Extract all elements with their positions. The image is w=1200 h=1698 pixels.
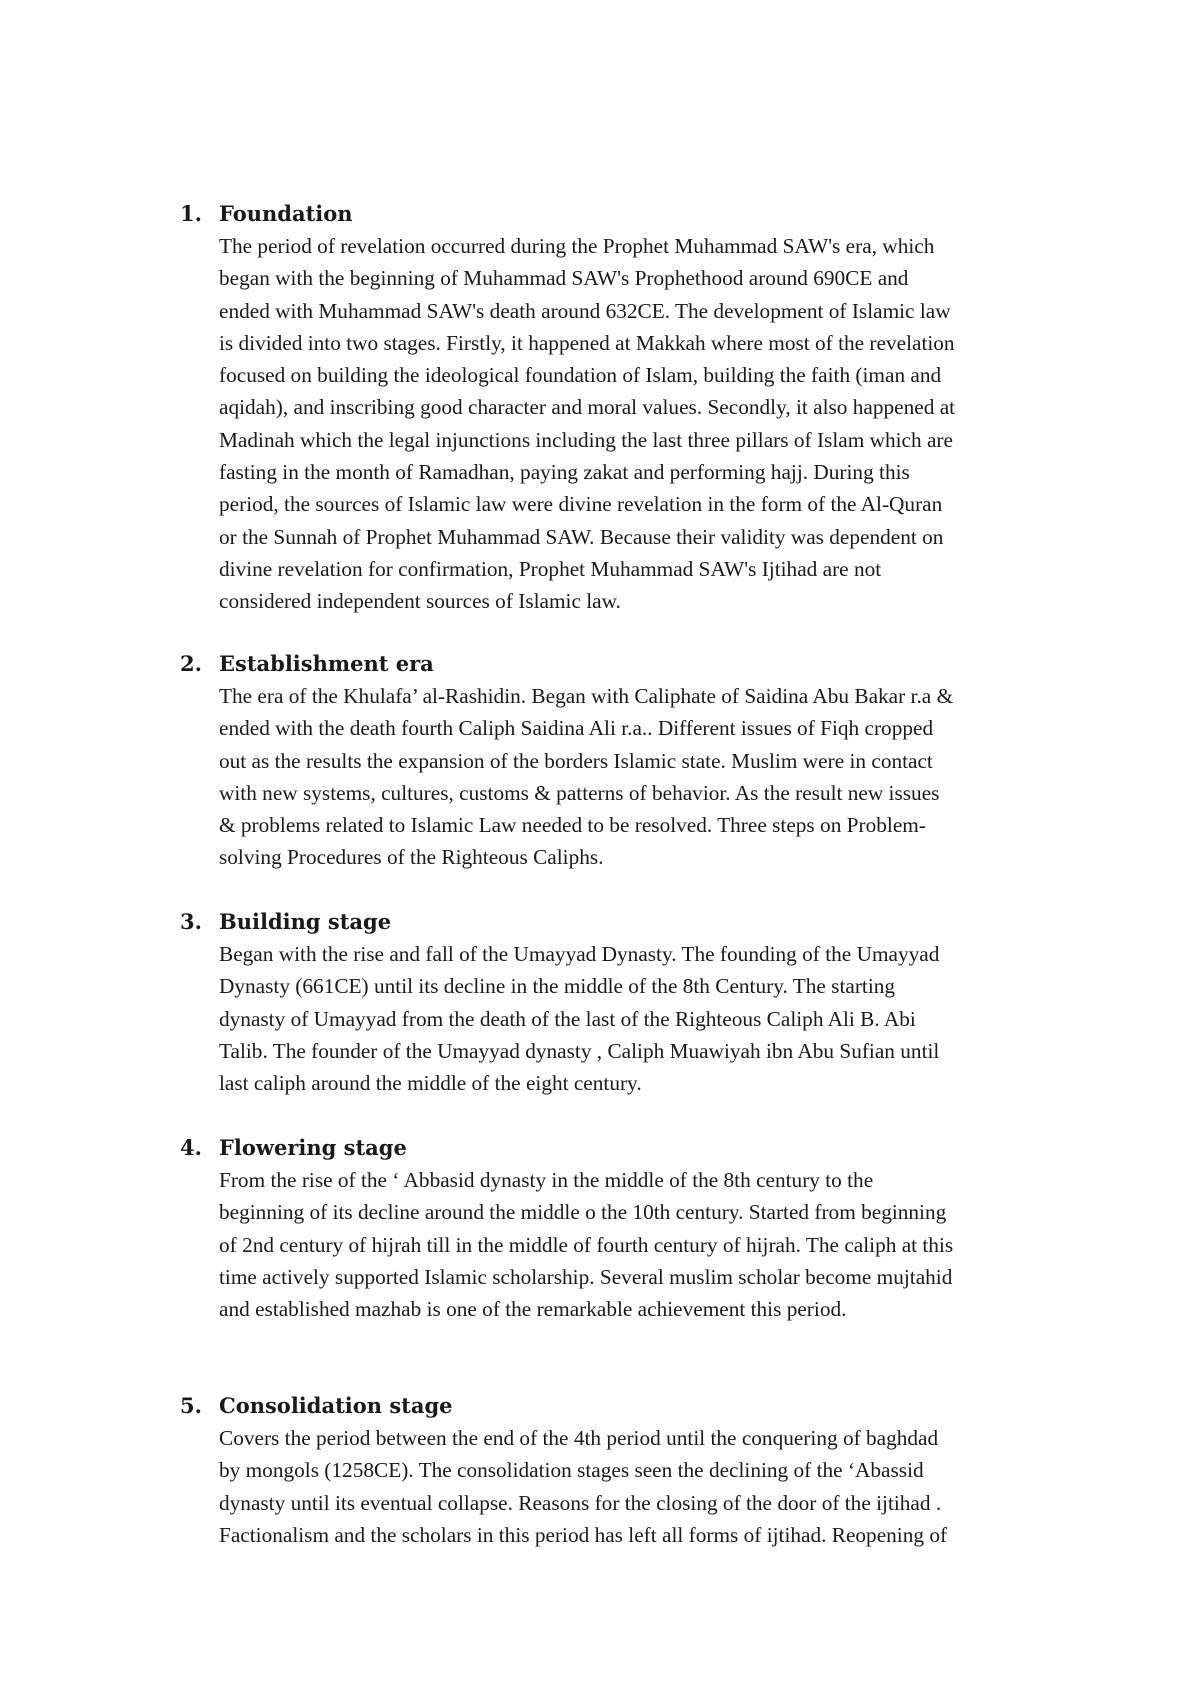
section-title: Consolidation stage xyxy=(219,1393,453,1418)
body-line: by mongols (1258CE). The consolidation stages seen the declining of the ‘Abassid xyxy=(219,1458,924,1483)
body-line: and established mazhab is one of the remarkable achievement this period. xyxy=(219,1297,847,1322)
body-line: fasting in the month of Ramadhan, paying zakat and performing hajj. During this xyxy=(219,460,910,485)
body-line: of 2nd century of hijrah till in the middle of fourth century of hijrah. The caliph at this xyxy=(219,1232,954,1257)
body-line: out as the results the expansion of the borders Islamic state. Muslim were in contact xyxy=(219,748,933,773)
body-line: Covers the period between the end of the 4th period until the conquering of baghdad xyxy=(219,1426,939,1450)
section-number: 4. xyxy=(180,1135,202,1160)
body-line: began with the beginning of Muhammad SAW's Prophethood around 690CE and xyxy=(219,266,909,291)
body-line: beginning of its decline around the middle o the 10th century. Started from beginning xyxy=(219,1200,947,1225)
section-number: 2. xyxy=(180,651,202,676)
section-body xyxy=(219,230,1080,618)
section-heading xyxy=(180,648,1080,680)
section-building-stage xyxy=(180,906,1080,1099)
body-line: Madinah which the legal injunctions including the last three pillars of Islam which are xyxy=(219,427,953,452)
section-title: Flowering stage xyxy=(219,1135,407,1160)
section-number: 1. xyxy=(180,201,202,226)
section-title: Foundation xyxy=(219,201,353,226)
body-line: is divided into two stages. Firstly, it happened at Makkah where most of the revelation xyxy=(219,330,955,355)
body-line: Factionalism and the scholars in this period has left all forms of ijtihad. Reopening of xyxy=(219,1522,948,1547)
body-line: Dynasty (661CE) until its decline in the middle of the 8th Century. The starting xyxy=(219,974,896,999)
body-line: & problems related to Islamic Law needed to be resolved. Three steps on Problem- xyxy=(219,813,926,838)
body-line: The period of revelation occurred during the Prophet Muhammad SAW's era, which xyxy=(219,234,935,258)
body-line: Talib. The founder of the Umayyad dynasty , Caliph Muawiyah ibn Abu Sufian until xyxy=(219,1038,940,1063)
body-line: The era of the Khulafa’ al-Rashidin. Began with Caliphate of Saidina Abu Bakar r.a & xyxy=(219,684,954,708)
section-number: 3. xyxy=(180,909,202,934)
section-heading xyxy=(180,1390,1080,1422)
section-foundation xyxy=(180,198,1080,618)
body-line: focused on building the ideological foundation of Islam, building the faith (iman and xyxy=(219,363,942,388)
section-heading xyxy=(180,1132,1080,1164)
body-line: dynasty until its eventual collapse. Reasons for the closing of the door of the ijtihad . xyxy=(219,1490,942,1515)
section-heading xyxy=(180,198,1080,230)
body-line: time actively supported Islamic scholarship. Several muslim scholar become mujtahid xyxy=(219,1264,953,1289)
body-line: Began with the rise and fall of the Umayyad Dynasty. The founding of the Umayyad xyxy=(219,942,940,966)
section-body xyxy=(219,1422,1080,1551)
section-heading xyxy=(180,906,1080,938)
section-establishment-era xyxy=(180,648,1080,874)
body-line: or the Sunnah of Prophet Muhammad SAW. Because their validity was dependent on xyxy=(219,524,944,549)
section-body xyxy=(219,680,1080,874)
section-body xyxy=(219,938,1080,1099)
body-line: aqidah), and inscribing good character and moral values. Secondly, it also happened at xyxy=(219,395,956,420)
section-consolidation-stage xyxy=(180,1390,1080,1551)
section-flowering-stage xyxy=(180,1132,1080,1325)
body-line: with new systems, cultures, customs & patterns of behavior. As the result new issues xyxy=(219,780,940,805)
body-line: dynasty of Umayyad from the death of the last of the Righteous Caliph Ali B. Abi xyxy=(219,1006,916,1031)
section-number: 5. xyxy=(180,1393,202,1418)
body-line: considered independent sources of Islamic law. xyxy=(219,589,621,614)
section-title: Establishment era xyxy=(219,651,434,676)
body-line: ended with Muhammad SAW's death around 632CE. The development of Islamic law xyxy=(219,298,951,323)
section-title: Building stage xyxy=(219,909,392,934)
body-line: last caliph around the middle of the eight century. xyxy=(219,1071,642,1096)
body-line: solving Procedures of the Righteous Caliphs. xyxy=(219,845,604,870)
body-line: divine revelation for confirmation, Prophet Muhammad SAW's Ijtihad are not xyxy=(219,556,882,581)
section-body xyxy=(219,1164,1080,1325)
body-line: From the rise of the ‘ Abbasid dynasty in the middle of the 8th century to the xyxy=(219,1168,874,1192)
body-line: ended with the death fourth Caliph Saidina Ali r.a.. Different issues of Fiqh cropped xyxy=(219,716,934,741)
body-line: period, the sources of Islamic law were divine revelation in the form of the Al-Quran xyxy=(219,492,943,517)
